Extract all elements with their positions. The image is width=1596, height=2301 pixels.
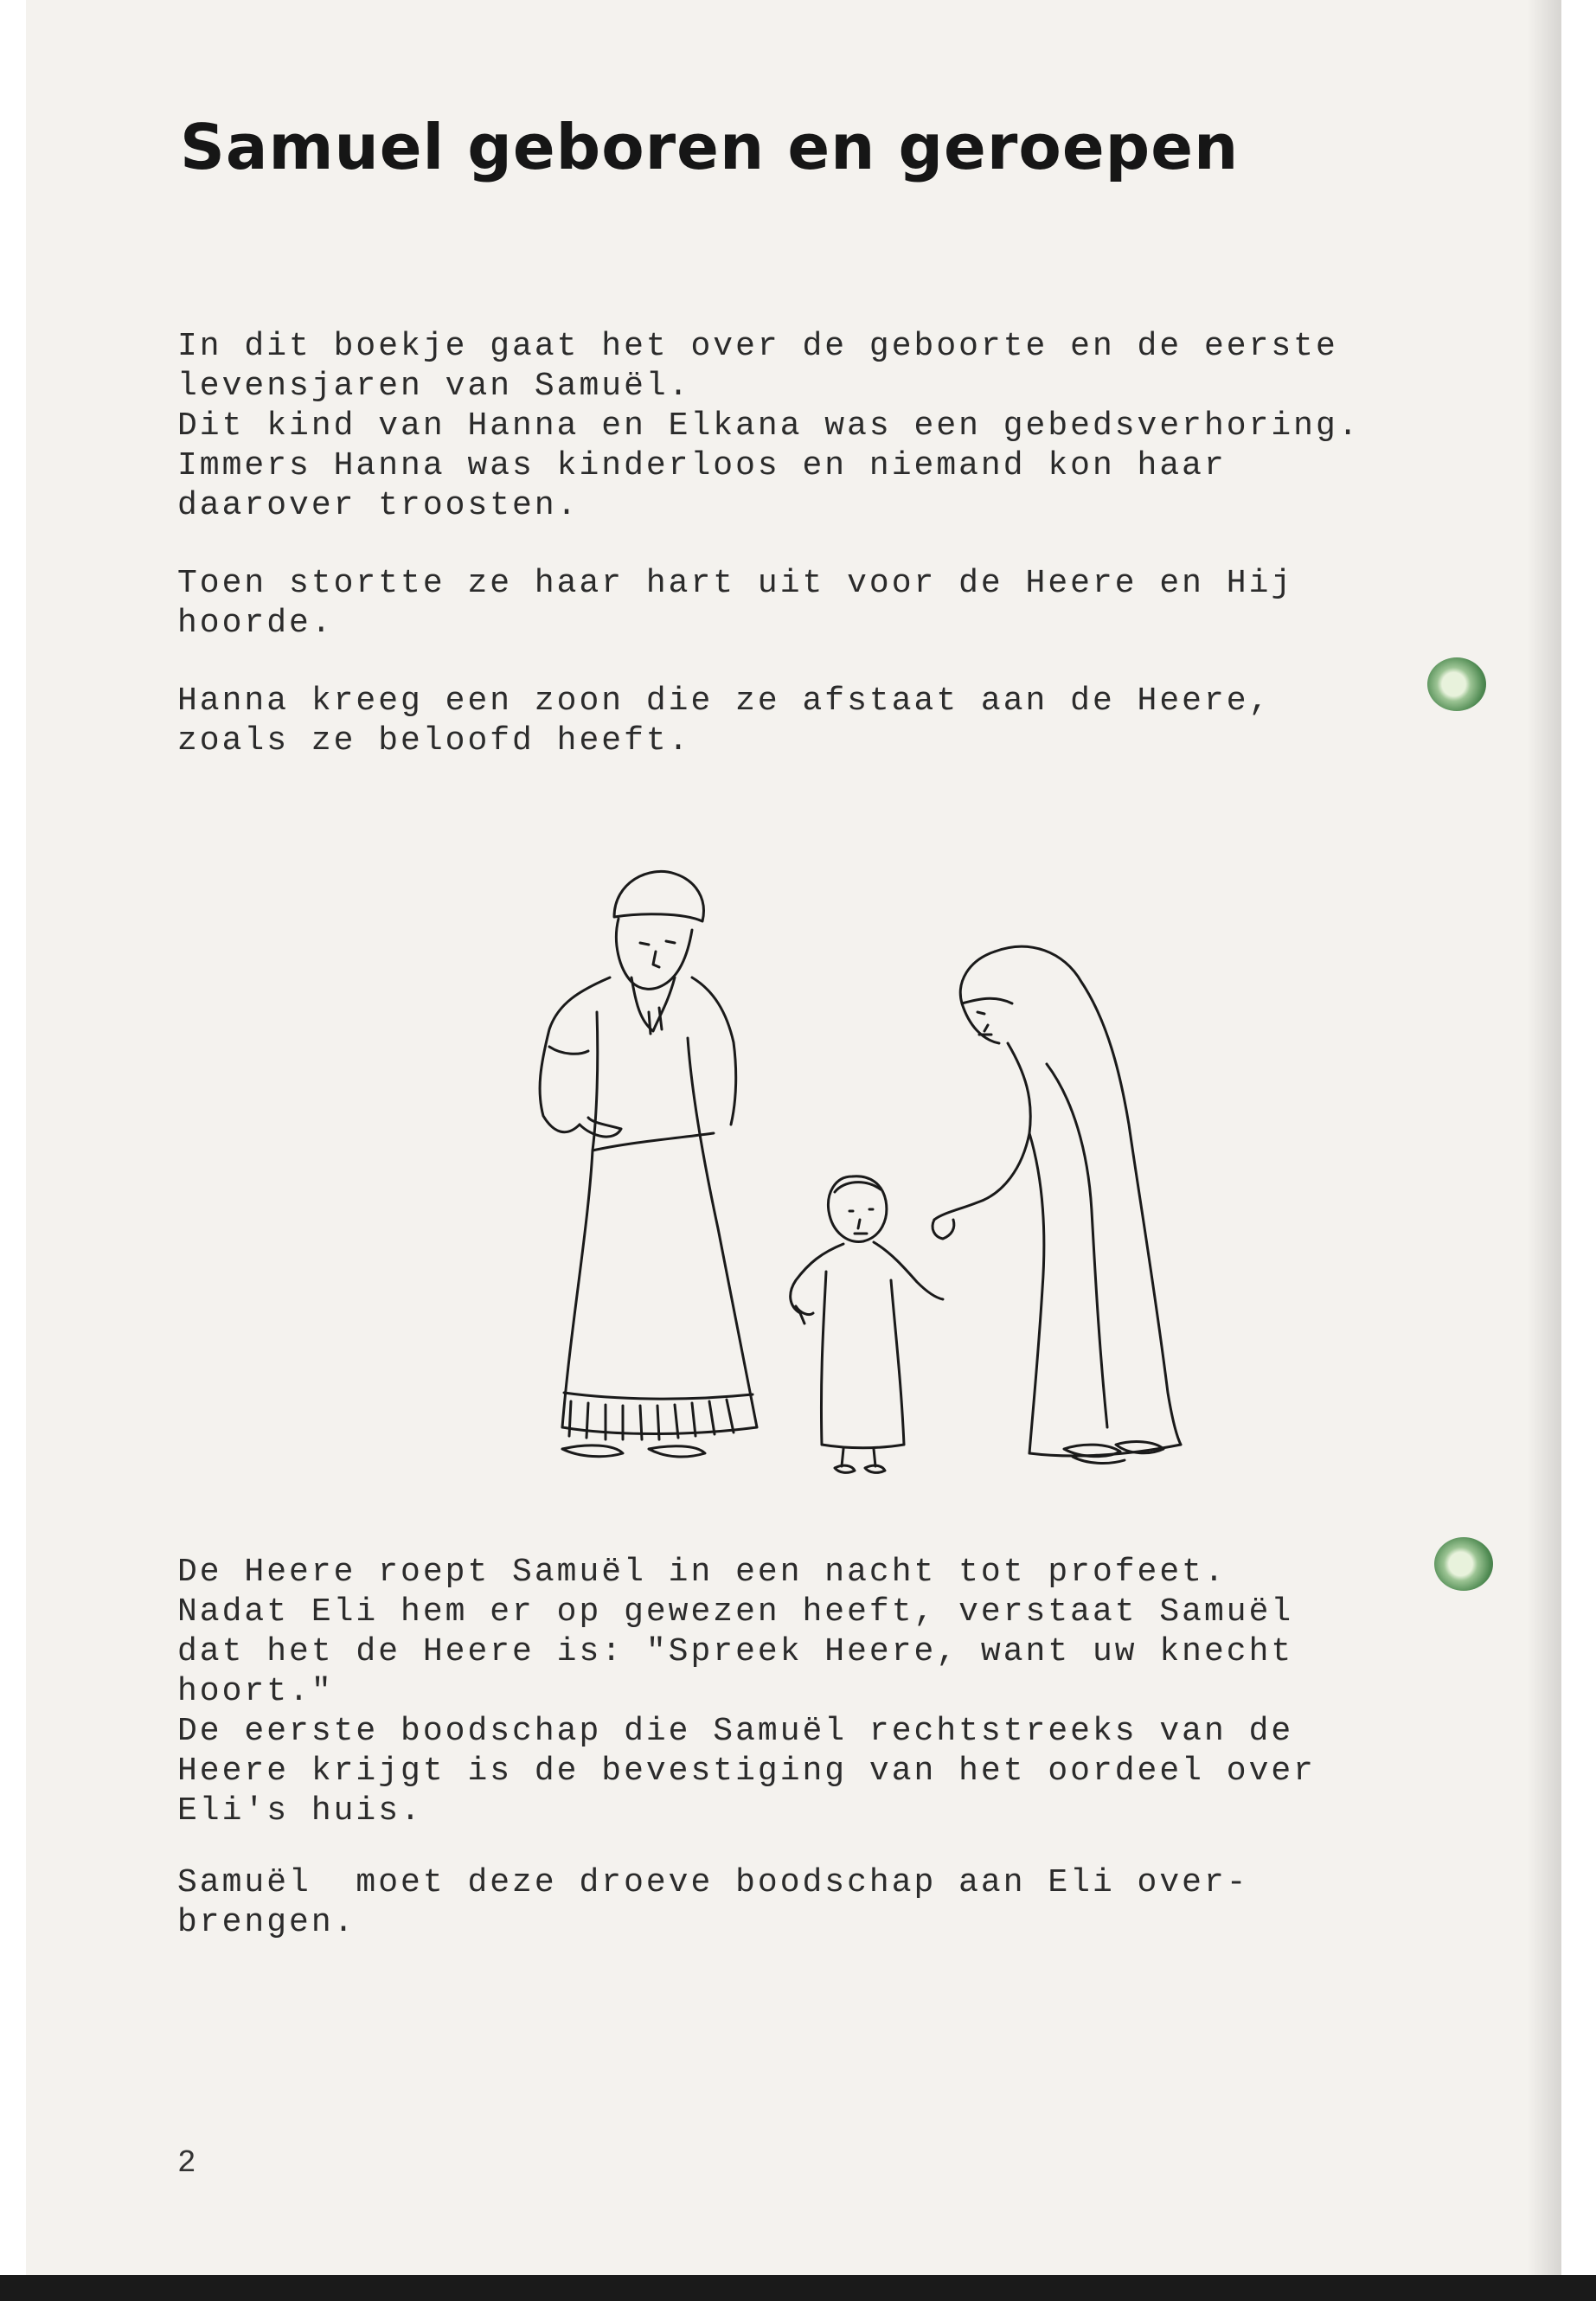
scan-bottom-edge	[0, 2275, 1596, 2301]
illustration-eli-samuel-hanna	[510, 839, 1185, 1505]
binder-hole-upper	[1427, 657, 1486, 711]
figure-eli	[540, 871, 757, 1457]
page-edge-shadow	[1527, 0, 1561, 2275]
paragraph-message: Samuël moet deze droeve boodschap aan Eli over- brengen.	[177, 1864, 1249, 1941]
paragraph-son: Hanna kreeg een zoon die ze afstaat aan de Heere, zoals ze beloofd heeft.	[177, 683, 1272, 760]
paragraph-intro: In dit boekje gaat het over de geboorte en de eerste levensjaren van Samuël. Dit kind van Hanna en Elkana was een gebedsverhoring. Immers Hanna was kinderloos en niemand kon haar daarover troosten.	[177, 328, 1361, 524]
figure-samuel	[791, 1176, 943, 1473]
paragraph-prayer: Toen stortte ze haar hart uit voor de Heere en Hij hoorde.	[177, 565, 1294, 642]
binder-hole-lower	[1434, 1537, 1493, 1591]
paragraph-calling: De Heere roept Samuël in een nacht tot profeet. Nadat Eli hem er op gewezen heeft, verstaat Samuël dat het de Heere is: "Spreek Heere, want uw knecht hoort." De eerste boodschap die Samuël rechtstreeks van de Heere krijgt is de bevestiging van het oordeel over Eli's huis.	[177, 1554, 1316, 1830]
figure-hanna	[933, 946, 1181, 1463]
page-number: 2	[177, 2145, 196, 2181]
page	[26, 0, 1561, 2275]
page-title: Samuel geboren en geroepen	[180, 111, 1240, 183]
